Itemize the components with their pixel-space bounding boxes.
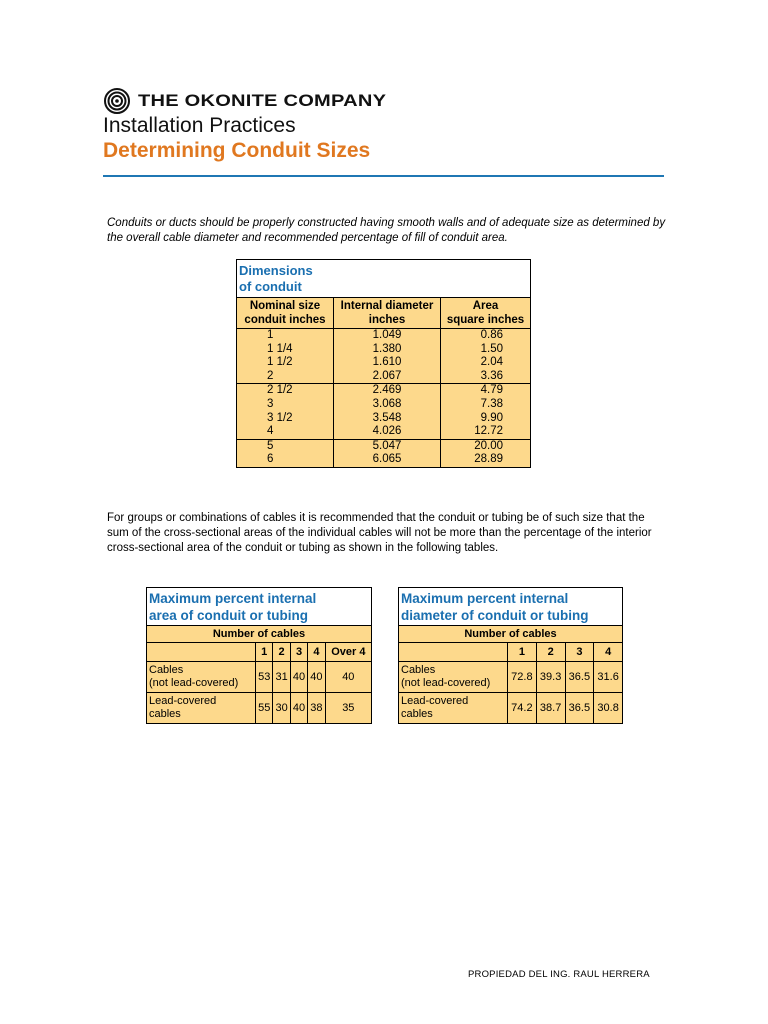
- row-label-l1: Cables: [149, 664, 184, 676]
- table-cell: 40: [325, 662, 371, 693]
- row-label-l2: (not lead-covered): [149, 677, 239, 689]
- page-title: Installation Practices: [103, 114, 296, 137]
- table-cell: 0.86: [480, 329, 503, 341]
- table-cell: 12.72: [474, 425, 503, 438]
- cable-count: 4: [308, 643, 325, 662]
- cable-count: 3: [290, 643, 307, 662]
- cable-count: 4: [594, 643, 623, 662]
- area-table-title: [147, 588, 372, 626]
- diameter-title-line1: Maximum percent internal: [401, 590, 569, 606]
- table-cell: 30: [273, 693, 290, 724]
- row-label-l1: Lead-covered: [401, 695, 469, 707]
- row-label: [399, 693, 508, 724]
- max-percent-diameter-table: [398, 587, 623, 724]
- table-cell: 2.067: [372, 369, 402, 382]
- table-cell: 6.065: [372, 453, 402, 466]
- table-cell: 5: [267, 439, 274, 452]
- cable-count: 1: [256, 643, 273, 662]
- dims-group-3: [237, 439, 531, 467]
- dims-group-1: [237, 329, 531, 384]
- row-label: [147, 693, 256, 724]
- table-cell: 3 1/2: [267, 411, 293, 424]
- table-cell: 1.610: [372, 356, 402, 369]
- dims-group-2: [237, 384, 531, 439]
- table-cell: 20.00: [474, 439, 503, 452]
- table-cell: 3.548: [372, 411, 402, 424]
- table-cell: 1: [267, 329, 274, 341]
- area-title-line2: area of conduit or tubing: [149, 607, 308, 623]
- number-of-cables-header: Number of cables: [399, 626, 623, 643]
- col-internal-diameter: [334, 298, 441, 329]
- table-cell: 72.8: [508, 662, 537, 693]
- cable-count: Over 4: [325, 643, 371, 662]
- table-cell: 9.90: [480, 411, 503, 424]
- row-label: [147, 662, 256, 693]
- table-cell: 35: [325, 693, 371, 724]
- table-cell: 1.049: [372, 329, 402, 341]
- table-cell: 31.6: [594, 662, 623, 693]
- table-cell: 40: [290, 693, 307, 724]
- cable-count: 2: [273, 643, 290, 662]
- table-cell: 7.38: [480, 397, 503, 410]
- col-nominal-size-l2: conduit inches: [244, 314, 326, 326]
- dimensions-title-line1: Dimensions: [239, 262, 313, 278]
- table-cell: 1.50: [480, 342, 503, 355]
- table-cell: 30.8: [594, 693, 623, 724]
- table-cell: 74.2: [508, 693, 537, 724]
- row-label-l2: (not lead-covered): [401, 677, 491, 689]
- page-subtitle: Determining Conduit Sizes: [103, 139, 371, 162]
- intro-paragraph: Conduits or ducts should be properly constructed having smooth walls and of adequate size as determined by the overall cable diameter and recommended percentage of fill of conduit area.: [107, 217, 666, 244]
- row-label-l1: Cables: [401, 664, 436, 676]
- table-cell: 39.3: [536, 662, 565, 693]
- table-cell: 2.04: [480, 356, 503, 369]
- col-internal-diameter-l2: inches: [368, 314, 406, 326]
- table-cell: 40: [290, 662, 307, 693]
- row-label-l2: cables: [401, 708, 433, 720]
- blank-cell: [147, 643, 256, 662]
- row-label: [399, 662, 508, 693]
- table-cell: 4.79: [480, 384, 503, 397]
- dimensions-table-title: [237, 260, 531, 298]
- blank-cell: [399, 643, 508, 662]
- groups-paragraph: For groups or combinations of cables it is recommended that the conduit or tubing be of such size that the sum of the cross-sectional areas of the individual cables will not be more than the percentage of the interior cross-sectional area of the conduit or tubing as shown in the following tables.: [107, 512, 652, 554]
- table-cell: 2.469: [372, 384, 402, 397]
- table-cell: 55: [256, 693, 273, 724]
- col-internal-diameter-l1: Internal diameter: [340, 300, 434, 312]
- area-title-line1: Maximum percent internal: [149, 590, 317, 606]
- footer-note: PROPIEDAD DEL ING. RAUL HERRERA: [468, 969, 650, 980]
- table-cell: 1 1/4: [267, 342, 293, 355]
- table-cell: 36.5: [565, 662, 594, 693]
- col-nominal-size: [237, 298, 334, 329]
- table-cell: 2: [267, 369, 274, 382]
- table-cell: 38.7: [536, 693, 565, 724]
- table-cell: 3.36: [480, 369, 503, 382]
- cable-count: 1: [508, 643, 537, 662]
- col-area: [441, 298, 531, 329]
- dimensions-title-line2: of conduit: [239, 278, 302, 294]
- table-cell: 6: [267, 453, 274, 466]
- row-label-l1: Lead-covered: [149, 695, 217, 707]
- table-cell: 2 1/2: [267, 384, 293, 397]
- cable-count: 3: [565, 643, 594, 662]
- table-row: [399, 662, 623, 693]
- col-area-l2: square inches: [446, 314, 525, 326]
- table-cell: 53: [256, 662, 273, 693]
- diameter-table-title: [399, 588, 623, 626]
- table-cell: 28.89: [474, 453, 503, 466]
- max-percent-area-table: [146, 587, 372, 724]
- conduit-dimensions-table: [236, 259, 531, 468]
- number-of-cables-header: Number of cables: [147, 626, 372, 643]
- table-cell: 4.026: [372, 425, 402, 438]
- table-row: [399, 693, 623, 724]
- company-name: THE OKONITE COMPANY: [138, 91, 387, 110]
- table-cell: 3: [267, 397, 274, 410]
- table-cell: 5.047: [372, 439, 402, 452]
- header-divider: [103, 175, 664, 177]
- table-cell: 4: [267, 425, 274, 438]
- row-label-l2: cables: [149, 708, 181, 720]
- table-cell: 40: [308, 662, 325, 693]
- diameter-title-line2: diameter of conduit or tubing: [401, 607, 589, 623]
- table-cell: 3.068: [372, 397, 402, 410]
- col-area-l1: Area: [472, 300, 499, 312]
- table-row: [147, 693, 372, 724]
- table-cell: 36.5: [565, 693, 594, 724]
- table-row: [147, 662, 372, 693]
- cable-count: 2: [536, 643, 565, 662]
- table-cell: 1.380: [372, 342, 402, 355]
- table-cell: 31: [273, 662, 290, 693]
- table-cell: 1 1/2: [267, 356, 293, 369]
- okonite-logo-icon: [104, 88, 130, 114]
- company-logo: [104, 88, 454, 114]
- table-cell: 38: [308, 693, 325, 724]
- col-nominal-size-l1: Nominal size: [249, 300, 321, 312]
